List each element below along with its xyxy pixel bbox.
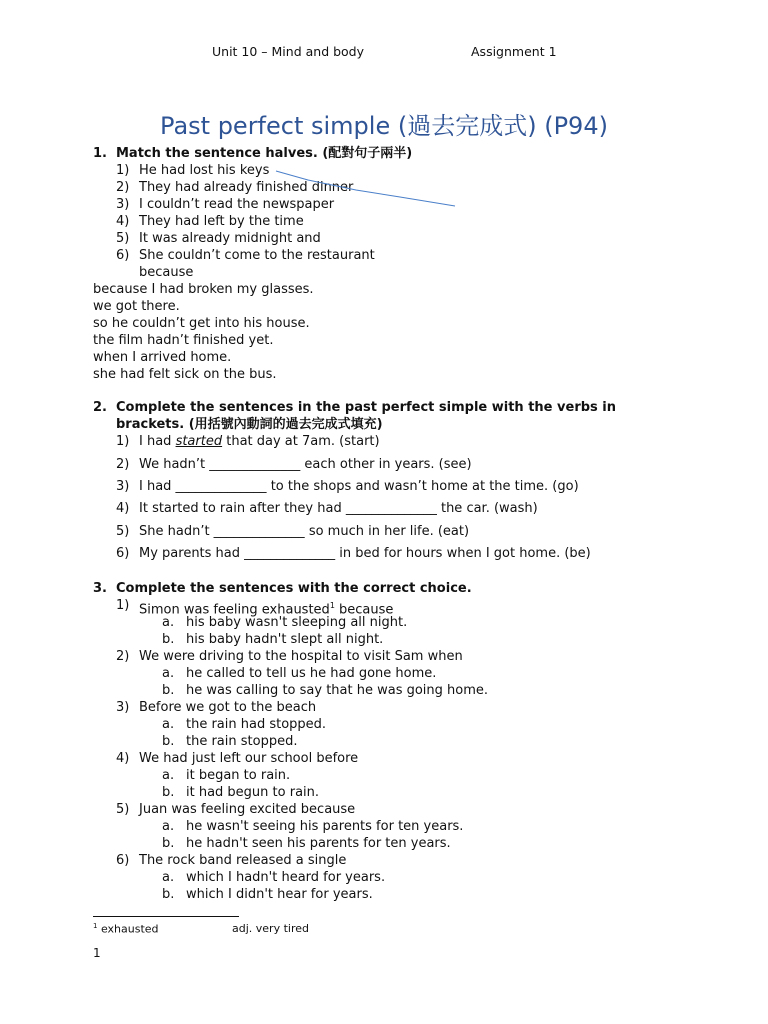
option-label-a: a.: [162, 615, 175, 630]
q2-item-text: She hadn’t ______________ so much in her life. (eat): [139, 524, 470, 539]
option-a: he wasn't seeing his parents for ten years.: [186, 819, 464, 834]
option-a: his baby wasn't sleeping all night.: [186, 615, 408, 630]
option-label-b: b.: [162, 734, 175, 749]
q3-item-stem: We were driving to the hospital to visit Sam when: [139, 649, 463, 664]
option-b: which I didn't hear for years.: [186, 887, 373, 902]
q1-ending: because I had broken my glasses.: [93, 282, 314, 297]
q1-ending: we got there.: [93, 299, 180, 314]
option-label-b: b.: [162, 632, 175, 647]
q1-item-num: 4): [116, 214, 130, 229]
q3-item-stem: The rock band released a single: [139, 853, 347, 868]
q1-item-num: 2): [116, 180, 130, 195]
header-unit: Unit 10 – Mind and body: [212, 44, 365, 59]
q3-item-num: 6): [116, 853, 130, 868]
footnote-separator: [93, 916, 239, 917]
option-a: the rain had stopped.: [186, 717, 327, 732]
option-label-b: b.: [162, 887, 175, 902]
q1-item-text: She couldn’t come to the restaurant: [139, 248, 375, 263]
q1-ending: the film hadn’t finished yet.: [93, 333, 274, 348]
q3-item-stem: Before we got to the beach: [139, 700, 317, 715]
option-b: it had begun to rain.: [186, 785, 320, 800]
option-b: his baby hadn't slept all night.: [186, 632, 384, 647]
option-label-b: b.: [162, 683, 175, 698]
q1-item-text: I couldn’t read the newspaper: [139, 197, 335, 212]
page-title: Past perfect simple (過去完成式) (P94): [160, 112, 608, 140]
q2-item-num: 2): [116, 457, 130, 472]
page-number: 1: [93, 946, 101, 960]
q1-item-text: They had already finished dinner: [139, 180, 354, 195]
q3-item-num: 4): [116, 751, 130, 766]
q3-stem-text: Simon was feeling exhausted: [139, 602, 330, 618]
option-label-b: b.: [162, 836, 175, 851]
q2-item-text: My parents had ______________ in bed for hours when I got home. (be): [139, 546, 591, 561]
option-label-a: a.: [162, 819, 175, 834]
q1-item-num: 5): [116, 231, 130, 246]
q3-stem-post: because: [334, 602, 394, 618]
option-b: the rain stopped.: [186, 734, 298, 749]
q3-heading: Complete the sentences with the correct choice.: [116, 581, 472, 596]
q2-item-num: 5): [116, 524, 130, 539]
q1-item-num: 1): [116, 163, 130, 178]
q1-ending: when I arrived home.: [93, 350, 232, 365]
q2-item-text: I had ______________ to the shops and wasn’t home at the time. (go): [139, 479, 579, 494]
footnote-reference: 1: [329, 601, 335, 610]
q3-item-num: 2): [116, 649, 130, 664]
q2-item-1-post: that day at 7am. (start): [222, 434, 380, 449]
q1-item-text: They had left by the time: [139, 214, 304, 229]
q3-item-num: 1): [116, 598, 130, 613]
q1-ending: she had felt sick on the bus.: [93, 367, 277, 382]
q2-item-1: [139, 433, 380, 450]
q3-item-stem: We had just left our school before: [139, 751, 359, 766]
q1-item-num: 6): [116, 248, 130, 263]
q2-item-1-pre: I had: [139, 434, 176, 449]
q1-item-text: It was already midnight and: [139, 231, 321, 246]
q1-item-text: He had lost his keys: [139, 163, 270, 178]
option-b: he hadn't seen his parents for ten years.: [186, 836, 451, 851]
q2-item-1-answer: started: [175, 434, 223, 449]
q1-item-num: 3): [116, 197, 130, 212]
q2-item-num: 1): [116, 434, 130, 449]
q1-number: 1.: [93, 146, 107, 161]
q3-item-stem: Juan was feeling excited because: [139, 802, 356, 817]
q1-item-continuation: because: [139, 265, 194, 280]
q3-number: 3.: [93, 581, 107, 596]
q2-item-num: 6): [116, 546, 130, 561]
q2-heading-line2: brackets. (用括號內動詞的過去完成式填充): [116, 417, 383, 432]
option-label-a: a.: [162, 870, 175, 885]
option-label-a: a.: [162, 666, 175, 681]
q3-item-num: 3): [116, 700, 130, 715]
q2-item-num: 4): [116, 501, 130, 516]
q2-item-text: We hadn’t ______________ each other in years. (see): [139, 457, 472, 472]
footnote-word: exhausted: [100, 922, 159, 936]
option-a: which I hadn't heard for years.: [186, 870, 386, 885]
footnote-definition: adj. very tired: [232, 922, 309, 935]
q1-ending: so he couldn’t get into his house.: [93, 316, 310, 331]
q2-heading-line1: Complete the sentences in the past perfect simple with the verbs in: [116, 400, 617, 415]
q3-item-num: 5): [116, 802, 130, 817]
q1-heading: Match the sentence halves. (配對句子兩半): [116, 146, 413, 161]
option-label-a: a.: [162, 768, 175, 783]
option-b: he was calling to say that he was going home.: [186, 683, 489, 698]
header-assignment: Assignment 1: [471, 44, 557, 59]
option-label-b: b.: [162, 785, 175, 800]
q2-item-text: It started to rain after they had ______________ the car. (wash): [139, 501, 538, 516]
footnote-mark: 1: [93, 922, 98, 930]
footnote: [93, 922, 159, 936]
q2-item-num: 3): [116, 479, 130, 494]
option-a: it began to rain.: [186, 768, 291, 783]
option-a: he called to tell us he had gone home.: [186, 666, 437, 681]
q2-number: 2.: [93, 400, 107, 415]
option-label-a: a.: [162, 717, 175, 732]
